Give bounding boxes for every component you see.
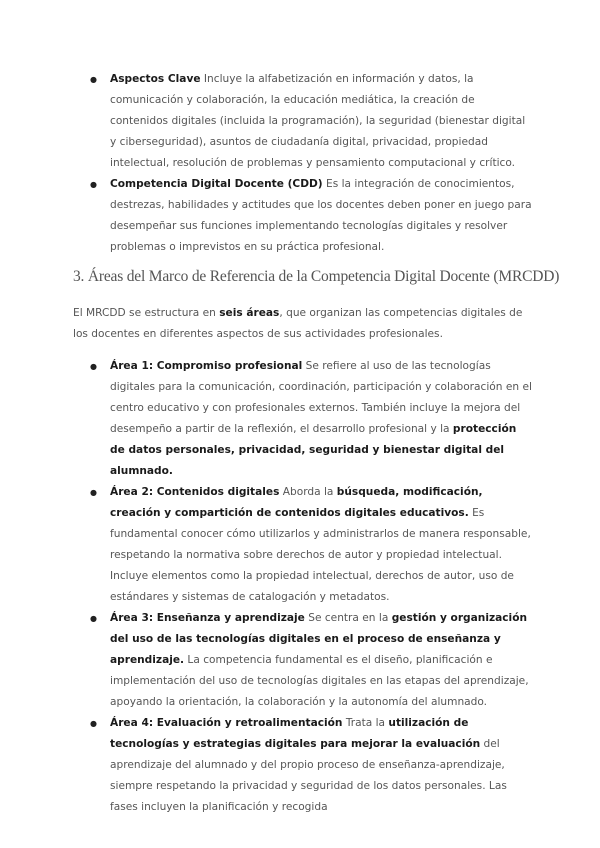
bullet-label: Aspectos Clave bbox=[110, 73, 201, 85]
area-highlight: gestión y organización del uso de las tecnologías digitales en el proceso de enseñanza y aprendizaje. bbox=[110, 612, 528, 666]
bullet-text: Es la integración de conocimientos, destrezas, habilidades y actitudes que los docentes deben poner en juego para desempeñar sus funciones implementando tecnologías digitales y resolver problemas o imprevistos en su práctica profesional. bbox=[110, 178, 532, 253]
area-highlight: utilización de tecnologías y estrategias digitales para mejorar la evaluación bbox=[110, 717, 481, 750]
intro-text-end: , que organizan las competencias digitales de los docentes en diferentes aspectos de sus actividades profesionales. bbox=[73, 307, 523, 340]
list-item bbox=[73, 356, 533, 482]
list-item bbox=[73, 482, 533, 608]
area-text: Se refiere al uso de las tecnologías digitales para la comunicación, coordinación, participación y colaboración en el centro educativo y con profesionales externos. También incluye la mejora del desempeño a partir de la reflexión, el desarrollo profesional y la bbox=[110, 360, 532, 435]
bullet-text: Incluye la alfabetización en información y datos, la comunicación y colaboración, la educación mediática, la creación de contenidos digitales (incluida la programación), la seguridad (bienestar digital y ciberseguridad), asuntos de ciudadanía digital, privacidad, propiedad intelectual, resolución de problemas y pensamiento computacional y crítico. bbox=[110, 73, 526, 169]
intro-text: El MRCDD se estructura en bbox=[73, 307, 220, 319]
list-item bbox=[73, 174, 533, 258]
area-highlight: protección de datos personales, privacidad, seguridad y bienestar digital del alumnado. bbox=[110, 423, 517, 477]
key-concepts-list bbox=[73, 69, 533, 258]
list-item bbox=[73, 608, 533, 713]
area-title: Área 1: Compromiso profesional bbox=[110, 360, 303, 372]
area-title: Área 3: Enseñanza y aprendizaje bbox=[110, 612, 305, 624]
area-title: Área 2: Contenidos digitales bbox=[110, 486, 280, 498]
section-heading: 3. Áreas del Marco de Referencia de la Competencia Digital Docente (MRCDD) bbox=[73, 268, 560, 285]
area-text-end: del aprendizaje del alumnado y del propio proceso de enseñanza-aprendizaje, siempre respetando la privacidad y seguridad de los datos personales. Las fases incluyen la planificación y recogida bbox=[110, 738, 507, 813]
area-highlight: búsqueda, modificación, creación y compartición de contenidos digitales educativos. bbox=[110, 486, 483, 519]
area-text: Trata la bbox=[342, 717, 389, 729]
area-text: Se centra en la bbox=[304, 612, 392, 624]
area-text: Aborda la bbox=[279, 486, 337, 498]
area-text-end: Es fundamental conocer cómo utilizarlos y administrarlos de manera responsable, respetando la normativa sobre derechos de autor y propiedad intelectual. Incluye elementos como la propiedad intelectual, derechos de autor, uso de estándares y sistemas de catalogación y metadatos. bbox=[110, 507, 531, 603]
bullet-label: Competencia Digital Docente (CDD) bbox=[110, 178, 323, 190]
areas-list bbox=[73, 356, 533, 818]
section-intro bbox=[73, 303, 535, 345]
list-item bbox=[73, 713, 533, 818]
intro-bold: seis áreas bbox=[219, 307, 280, 319]
area-text-end: La competencia fundamental es el diseño, planificación e implementación del uso de tecnologías digitales en las etapas del aprendizaje, apoyando la orientación, la colaboración y la autonomía del alumnado. bbox=[110, 654, 529, 708]
list-item bbox=[73, 69, 533, 174]
area-title: Área 4: Evaluación y retroalimentación bbox=[110, 717, 343, 729]
